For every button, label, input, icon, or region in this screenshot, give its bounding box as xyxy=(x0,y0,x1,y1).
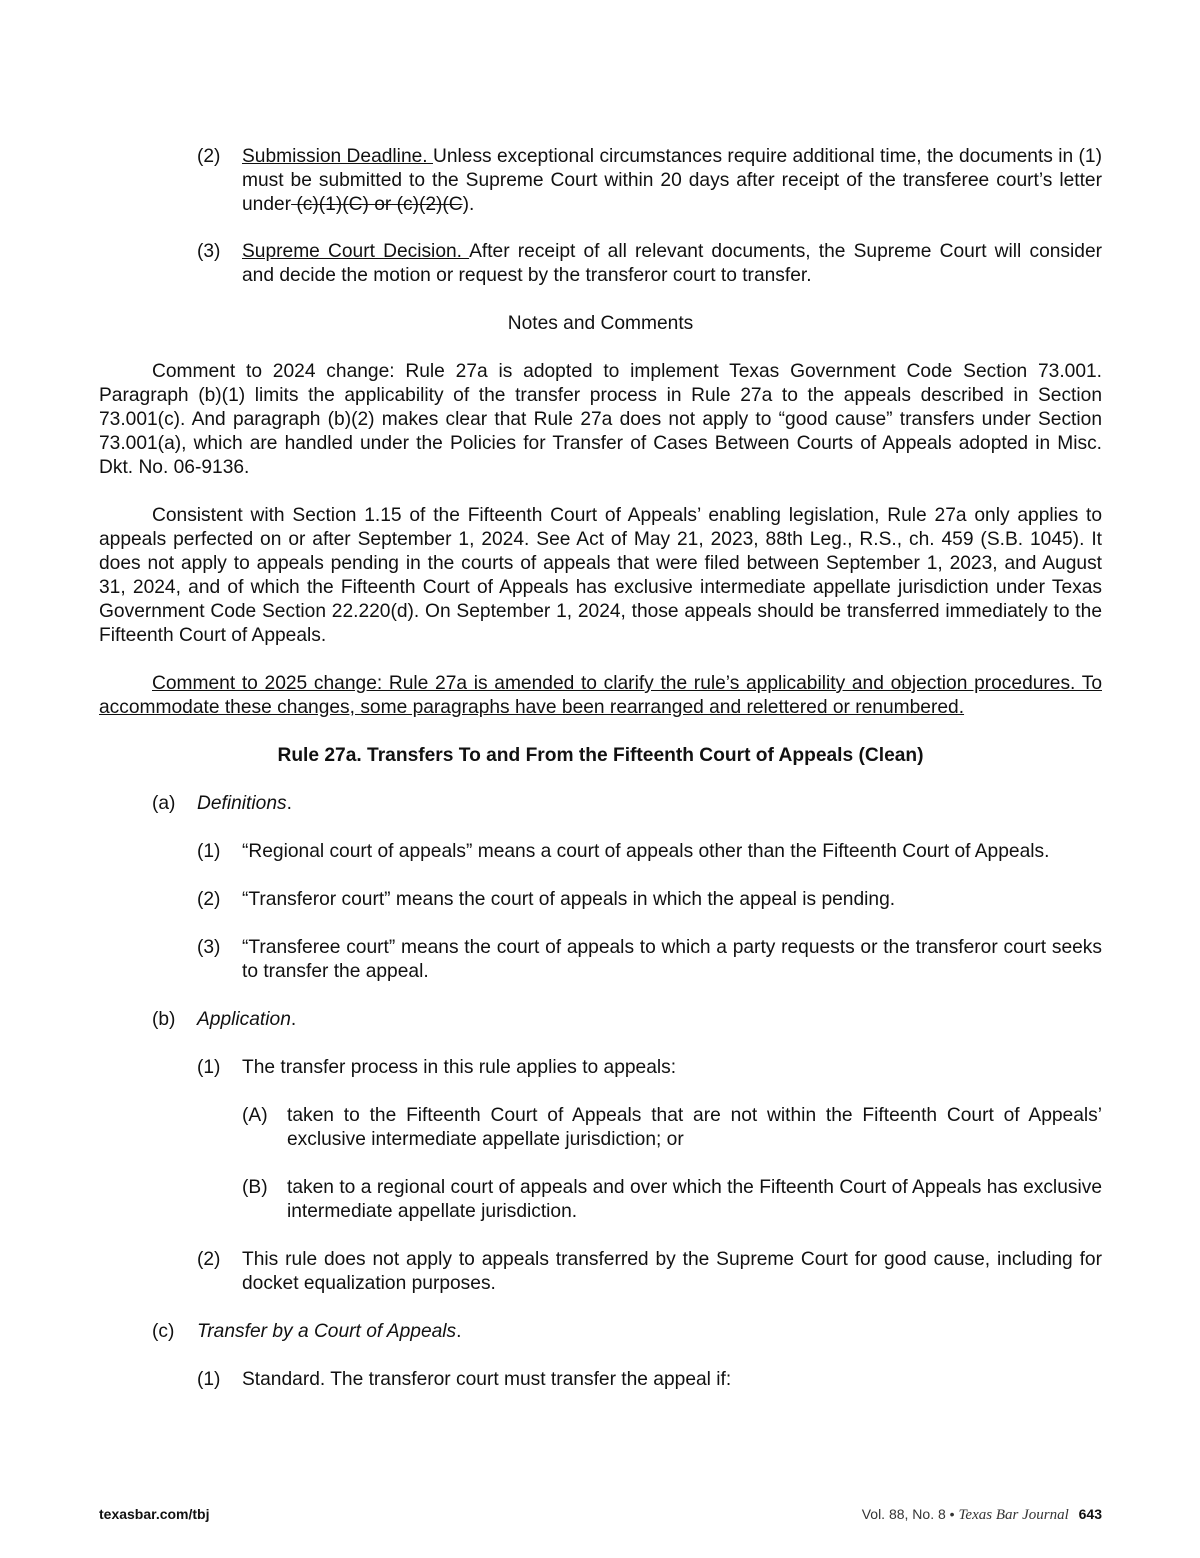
struck-text: (c)(1)(C) or (c)(2)(C xyxy=(291,194,463,215)
section-heading: Definitions xyxy=(197,793,287,814)
section-heading: Supreme Court Decision. xyxy=(242,241,470,262)
footer-volume: Vol. 88, No. 8 xyxy=(861,1506,946,1522)
section-c3 xyxy=(99,240,1102,288)
definition-item: (2) “Transferor court” means the court of appeals in which the appeal is pending. xyxy=(197,889,896,910)
application-subitem: (B) taken to a regional court of appeals and over which the Fifteenth Court of Appeals has exclusive intermediate appellate jurisdiction. xyxy=(242,1177,1102,1222)
notes-heading: Notes and Comments xyxy=(507,313,694,334)
rule-title: Rule 27a. Transfers To and From the Fifteenth Court of Appeals (Clean) xyxy=(277,745,924,766)
application-subitem: (A) taken to the Fifteenth Court of Appeals that are not within the Fifteenth Court of Appeals’ exclusive intermediate appellate jurisdiction; or xyxy=(242,1105,1102,1150)
page-number: 643 xyxy=(1078,1506,1102,1522)
section-number: (a) xyxy=(152,793,176,814)
application-item: (2) This rule does not apply to appeals transferred by the Supreme Court for good cause, including for docket equalization purposes. xyxy=(197,1249,1102,1294)
section-number: (2) xyxy=(197,146,221,167)
section-number: (b) xyxy=(152,1009,176,1030)
section-text: Unless exceptional circumstances require additional time, the documents in (1) must be submitted to the Supreme Court within 20 days after receipt of the transferee court’s letter under xyxy=(242,146,1102,215)
section-number: (3) xyxy=(197,241,221,262)
section-a: (a) Definitions. xyxy=(152,793,292,814)
section-number: (c) xyxy=(152,1321,175,1342)
footer-citation xyxy=(862,1506,1102,1524)
definition-item: (3) “Transferee court” means the court of appeals to which a party requests or the transferor court seeks to transfer the appeal. xyxy=(197,937,1102,982)
definition-item: (1) “Regional court of appeals” means a court of appeals other than the Fifteenth Court of Appeals. xyxy=(197,841,1050,862)
section-c2 xyxy=(99,145,1102,217)
footer-site: texasbar.com/tbj xyxy=(99,1506,210,1522)
application-item: (1) The transfer process in this rule applies to appeals: xyxy=(197,1057,677,1078)
section-heading: Application xyxy=(197,1009,291,1030)
document-page xyxy=(99,145,1102,1392)
section-b: (b) Application. xyxy=(152,1009,297,1030)
section-tail: ). xyxy=(462,194,475,215)
section-c: (c) Transfer by a Court of Appeals. xyxy=(152,1321,462,1342)
footer-bullet: • xyxy=(949,1506,955,1522)
comment-2024: Comment to 2024 change: Rule 27a is adopted to implement Texas Government Code Section 73.001. Paragraph (b)(1) limits the applicability of the transfer process in Rule 27a to the appeals described in Section 73.001(c). And paragraph (b)(2) makes clear that Rule 27a does not apply to “good cause” transfers under Section 73.001(a), which are handled under the Policies for Transfer of Cases Between Courts of Appeals adopted in Misc. Dkt. No. 06-9136. xyxy=(99,361,1102,478)
comment-2025: Comment to 2025 change: Rule 27a is amended to clarify the rule’s applicability and objection procedures. To accommodate these changes, some paragraphs have been rearranged and relettered or renumbered. xyxy=(99,673,1102,718)
section-heading: Submission Deadline. xyxy=(242,146,433,167)
section-text: After receipt of all relevant documents, the Supreme Court will consider and decide the motion or request by the transferor court to transfer. xyxy=(242,241,1103,286)
footer-journal: Texas Bar Journal xyxy=(958,1507,1069,1523)
section-heading: Transfer by a Court of Appeals xyxy=(197,1321,457,1342)
transfer-item: (1) Standard. The transferor court must transfer the appeal if: xyxy=(197,1369,732,1390)
comment-2024-continued: Consistent with Section 1.15 of the Fifteenth Court of Appeals’ enabling legislation, Rule 27a only applies to appeals perfected on or after September 1, 2024. See Act of May 21, 2023, 88th Leg., R.S., ch. 459 (S.B. 1045). It does not apply to appeals pending in the courts of appeals that were filed between September 1, 2023, and August 31, 2024, and of which the Fifteenth Court of Appeals has exclusive intermediate appellate jurisdiction under Texas Government Code Section 22.220(d). On September 1, 2024, those appeals should be transferred immediately to the Fifteenth Court of Appeals. xyxy=(99,505,1102,646)
page-footer xyxy=(99,1506,1102,1526)
